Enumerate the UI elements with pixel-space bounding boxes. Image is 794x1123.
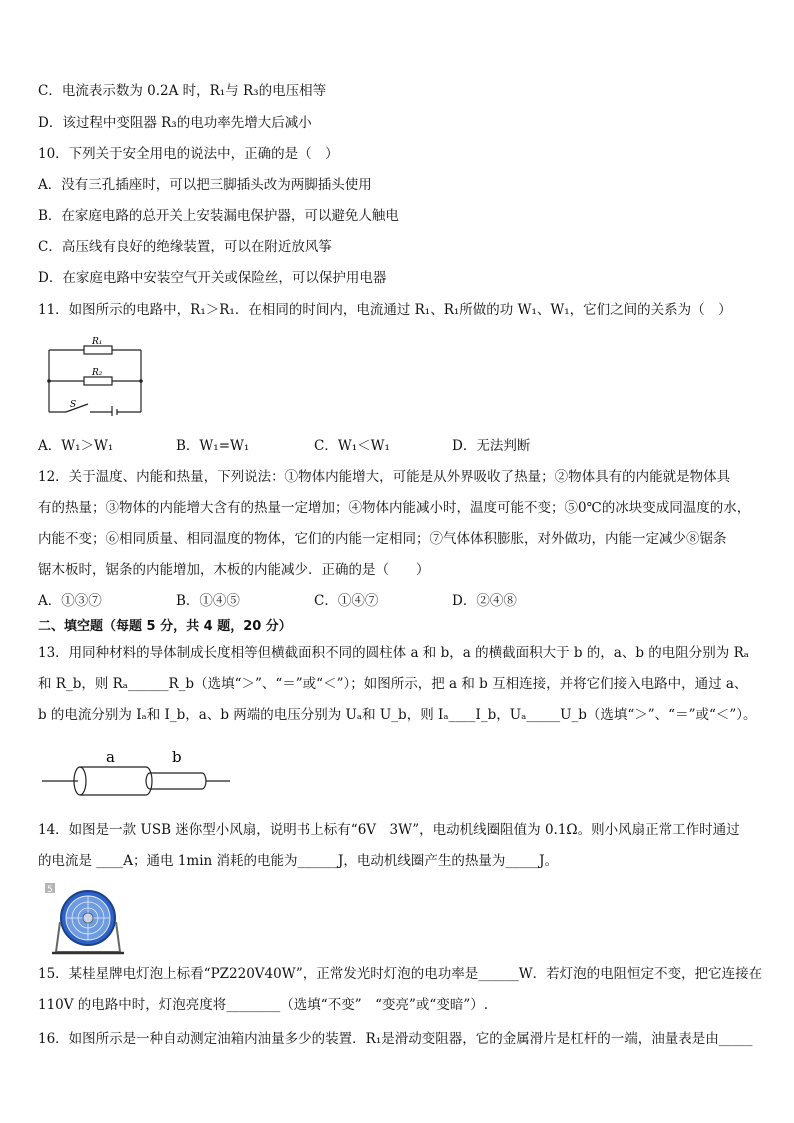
section-fill-in-heading: 二、填空题（每题 5 分，共 4 题，20 分） xyxy=(38,619,292,634)
q14-stem-line1: 14．如图是一款 USB 迷你型小风扇，说明书上标有“6V 3W”，电动机线圈阻值为 0.1Ω。则小风扇正常工作时通过 xyxy=(38,822,740,838)
q9-option-d: D．该过程中变阻器 R₃的电功率先增大后减小 xyxy=(38,115,312,131)
label-a: a xyxy=(106,748,115,766)
usb-fan-image xyxy=(44,882,126,956)
q15-stem-line1: 15．某桂星牌电灯泡上标看“PZ220V40W”，正常发光时灯泡的电功率是______W．若灯泡的电阻恒定不变，把它连接在 xyxy=(38,966,763,982)
q16-stem-line1: 16．如图所示是一种自动测定油箱内油量多少的装置．R₁是滑动变阻器，它的金属滑片是杠杆的一端，油量表是由_____ xyxy=(38,1031,753,1047)
q13-stem-line3: b 的电流分别为 Iₐ和 I_b，a、b 两端的电压分别为 Uₐ和 U_b，则 Iₐ____I_b，Uₐ_____U_b（选填“＞”、“＝”或“＜”）。 xyxy=(38,707,757,723)
q11-option-d: D．无法判断 xyxy=(452,438,531,454)
q9-option-c: C．电流表示数为 0.2A 时，R₁与 R₃的电压相等 xyxy=(38,83,327,99)
q10-stem: 10．下列关于安全用电的说法中，正确的是（ ） xyxy=(38,146,339,162)
label-b: b xyxy=(172,748,182,766)
q12-stem-line1: 12．关于温度、内能和热量，下列说法：①物体内能增大，可能是从外界吸收了热量；②物体具有的内能就是物体具 xyxy=(38,469,731,485)
q13-stem-line1: 13．用同种材料的导体制成长度相等但横截面积不同的圆柱体 a 和 b，a 的横截面积大于 b 的，a、b 的电阻分别为 Rₐ xyxy=(38,645,749,661)
figure-badge: 5 xyxy=(47,885,53,895)
switch-label: S xyxy=(70,400,77,410)
q11-stem: 11．如图所示的电路中，R₁＞R₁．在相同的时间内，电流通过 R₁、R₁所做的功 W₁、W₁，它们之间的关系为（ ） xyxy=(38,302,732,318)
q13-conductor-diagram xyxy=(40,744,240,802)
q11-option-c: C．W₁＜W₁ xyxy=(314,438,390,454)
q11-option-b: B．W₁=W₁ xyxy=(176,438,250,454)
q10-option-a: A．没有三孔插座时，可以把三脚插头改为两脚插头使用 xyxy=(38,177,372,193)
q12-stem-line4: 锯木板时，锯条的内能增加，木板的内能减少．正确的是（ ） xyxy=(38,562,430,578)
resistor-r2-label: R₂ xyxy=(92,368,103,378)
q10-option-b: B．在家庭电路的总开关上安装漏电保护器，可以避免人触电 xyxy=(38,208,399,224)
q12-option-b: B．①④⑤ xyxy=(176,593,240,609)
resistor-r1-label: R₁ xyxy=(92,337,103,347)
q11-circuit-diagram xyxy=(44,334,148,416)
q12-stem-line2: 有的热量；③物体的内能增大含有的热量一定增加；④物体内能减小时，温度可能不变；⑤0℃的冰块变成同温度的水， xyxy=(38,500,751,516)
q11-option-a: A．W₁＞W₁ xyxy=(38,438,114,454)
q12-stem-line3: 内能不变；⑥相同质量、相同温度的物体，它们的内能一定相同；⑦气体体积膨胀，对外做功，内能一定减少⑧锯条 xyxy=(38,531,727,547)
q12-option-d: D．②④⑧ xyxy=(452,593,517,609)
q14-stem-line2: 的电流是 ____A；通电 1min 消耗的电能为______J，电动机线圈产生的热量为_____J。 xyxy=(38,853,559,869)
q10-option-d: D．在家庭电路中安装空气开关或保险丝，可以保护用电器 xyxy=(38,270,387,286)
q13-stem-line2: 和 R_b，则 Rₐ______R_b（选填“＞”、“＝”或“＜”）；如图所示，把 a 和 b 互相连接，并将它们接入电路中，通过 a、 xyxy=(38,676,748,692)
q12-option-a: A．①③⑦ xyxy=(38,593,102,609)
q12-option-c: C．①④⑦ xyxy=(314,593,379,609)
q15-stem-line2: 110V 的电路中时，灯泡亮度将________（选填“不变” “变亮”或“变暗”）. xyxy=(38,997,489,1013)
q10-option-c: C．高压线有良好的绝缘装置，可以在附近放风筝 xyxy=(38,239,332,255)
